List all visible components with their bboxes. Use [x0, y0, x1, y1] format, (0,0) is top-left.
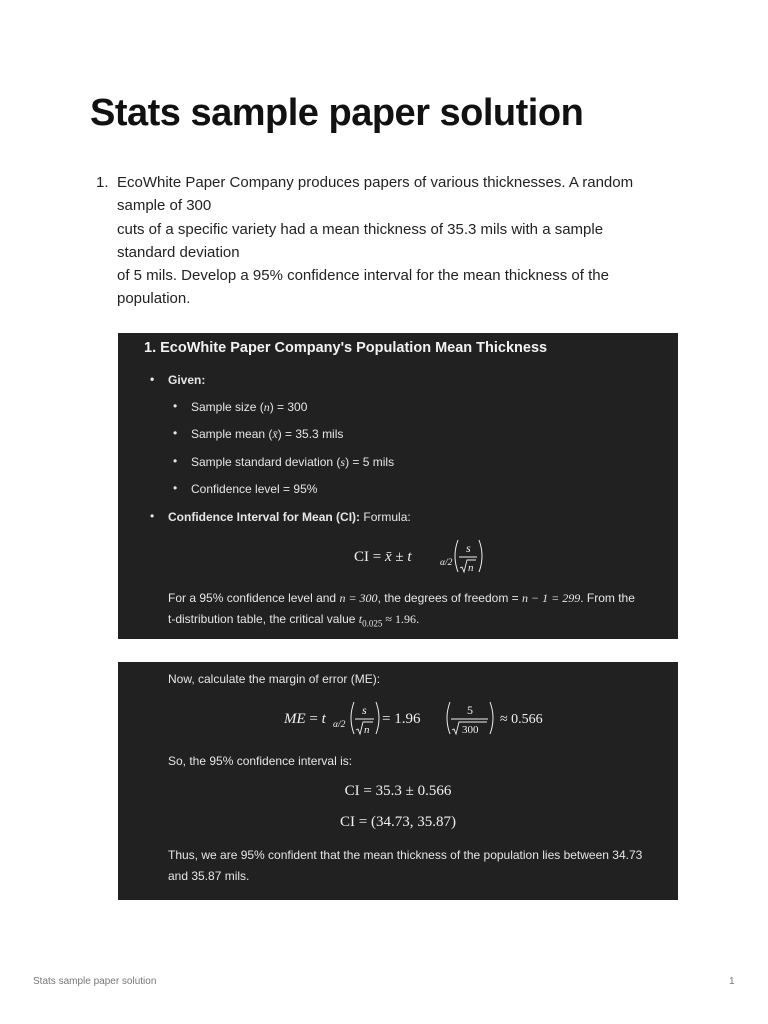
ci-result: CI = (34.73, 35.87) [340, 814, 456, 830]
ci-formula [348, 532, 488, 580]
svg-text:α/2: α/2 [333, 720, 346, 730]
given-item: • Sample size (n) = 300 [191, 400, 307, 415]
svg-text:n: n [364, 724, 370, 736]
svg-text:ME = t: ME = t [284, 711, 326, 727]
solution-screenshot-2 [118, 662, 678, 900]
margin-of-error-formula [278, 696, 568, 744]
degrees-of-freedom-text: For a 95% confidence level and n = 300, the degrees of freedom = n − 1 = 299. From the t-distribution table, the critical value $t_{0.025} \approx 1.96$. [168, 591, 635, 629]
question-line: of 5 mils. Develop a 95% confidence interval for the mean thickness of the [117, 267, 609, 285]
given-item: • Confidence level = 95% [191, 482, 317, 497]
svg-text:s: s [362, 703, 367, 717]
question-line: standard deviation [117, 243, 240, 261]
question-line: cuts of a specific variety had a mean thickness of 35.3 mils with a sample [117, 220, 604, 238]
question-number: 1. [96, 174, 109, 191]
given-label: • Given: [168, 373, 205, 387]
svg-text:CI = x̄ ± t: CI = x̄ ± t [354, 549, 412, 565]
question-line: population. [117, 290, 191, 308]
page-title: Stats sample paper solution [90, 92, 584, 134]
svg-text:= 1.96: = 1.96 [382, 711, 421, 727]
svg-text:5: 5 [467, 703, 473, 717]
given-item: • Sample mean (x̄) = 35.3 mils [191, 427, 343, 442]
svg-text:n: n [468, 562, 474, 574]
conclusion-text: Thus, we are 95% confident that the mean thickness of the population lies between 34.73 and 35.87 mils. [168, 848, 643, 883]
svg-text:s: s [466, 541, 471, 555]
question-line: sample of 300 [117, 197, 212, 215]
svg-text:α/2: α/2 [440, 558, 453, 568]
ci-item: • Confidence Interval for Mean (CI): Formula: [168, 510, 411, 524]
footer-title: Stats sample paper solution [33, 976, 157, 987]
svg-text:≈ 0.566: ≈ 0.566 [500, 712, 543, 727]
question-1 [96, 171, 676, 311]
given-item: • Sample standard deviation (s) = 5 mils [191, 455, 394, 470]
ci-intro: So, the 95% confidence interval is: [168, 754, 353, 768]
ci-equation: CI = 35.3 ± 0.566 [344, 783, 452, 799]
margin-of-error-intro: Now, calculate the margin of error (ME): [168, 672, 381, 686]
solution-heading: 1. EcoWhite Paper Company's Population Mean Thickness [144, 340, 548, 356]
solution-screenshot-1 [118, 333, 678, 639]
svg-text:300: 300 [462, 724, 479, 736]
page-number: 1 [729, 976, 735, 987]
question-line: EcoWhite Paper Company produces papers of various thicknesses. A random [117, 174, 634, 191]
